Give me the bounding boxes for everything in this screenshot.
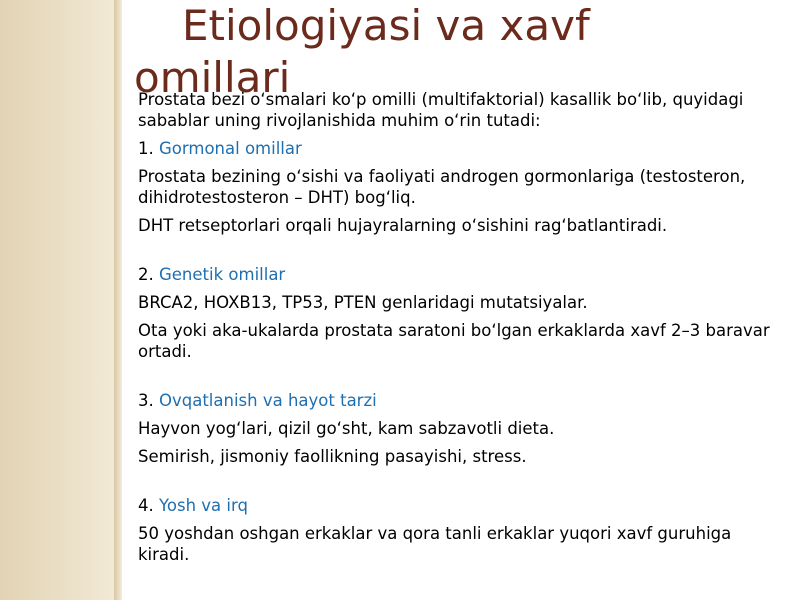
section-heading [138, 264, 778, 285]
section-spacer [138, 369, 778, 390]
section-item: 50 yoshdan oshgan erkaklar va qora tanli erkaklar yuqori xavf guruhiga kiradi. [138, 524, 732, 564]
section-item: Hayvon yog‘lari, qizil go‘sht, kam sabzavotli dieta. [138, 419, 555, 438]
section-title: Gormonal omillar [159, 139, 302, 158]
section-lifestyle [138, 390, 778, 467]
slide-title: Etiologiyasi va xavf omillari [134, 1, 590, 102]
decorative-side-strip [114, 0, 122, 600]
slide-content [138, 89, 778, 572]
section-title: Ovqatlanish va hayot tarzi [159, 391, 377, 410]
section-genetic [138, 264, 778, 362]
section-number: 1. [138, 139, 159, 158]
section-number: 4. [138, 496, 159, 515]
section-item: Prostata bezining o‘sishi va faoliyati androgen gormonlariga (testosteron, dihidrotestosteron – DHT) bog‘liq. [138, 167, 746, 207]
section-title: Genetik omillar [159, 265, 286, 284]
section-heading [138, 138, 778, 159]
section-item: DHT retseptorlari orqali hujayralarning o‘sishini rag‘batlantiradi. [138, 216, 668, 235]
section-heading [138, 495, 778, 516]
section-number: 2. [138, 265, 159, 284]
intro-paragraph: Prostata bezi o‘smalari ko‘p omilli (multifaktorial) kasallik bo‘lib, quyidagi sabablar uning rivojlanishida muhim o‘rin tutadi: [138, 90, 744, 130]
section-age-race [138, 495, 778, 565]
section-item: BRCA2, HOXB13, TP53, PTEN genlaridagi mutatsiyalar. [138, 293, 588, 312]
section-item: Semirish, jismoniy faollikning pasayishi, stress. [138, 447, 527, 466]
section-spacer [138, 243, 778, 264]
section-item: Ota yoki aka-ukalarda prostata saratoni bo‘lgan erkaklarda xavf 2–3 baravar ortadi. [138, 321, 770, 361]
section-spacer [138, 474, 778, 495]
decorative-side-panel [0, 0, 114, 600]
section-number: 3. [138, 391, 159, 410]
section-heading [138, 390, 778, 411]
section-title: Yosh va irq [159, 496, 248, 515]
section-hormonal [138, 138, 778, 236]
